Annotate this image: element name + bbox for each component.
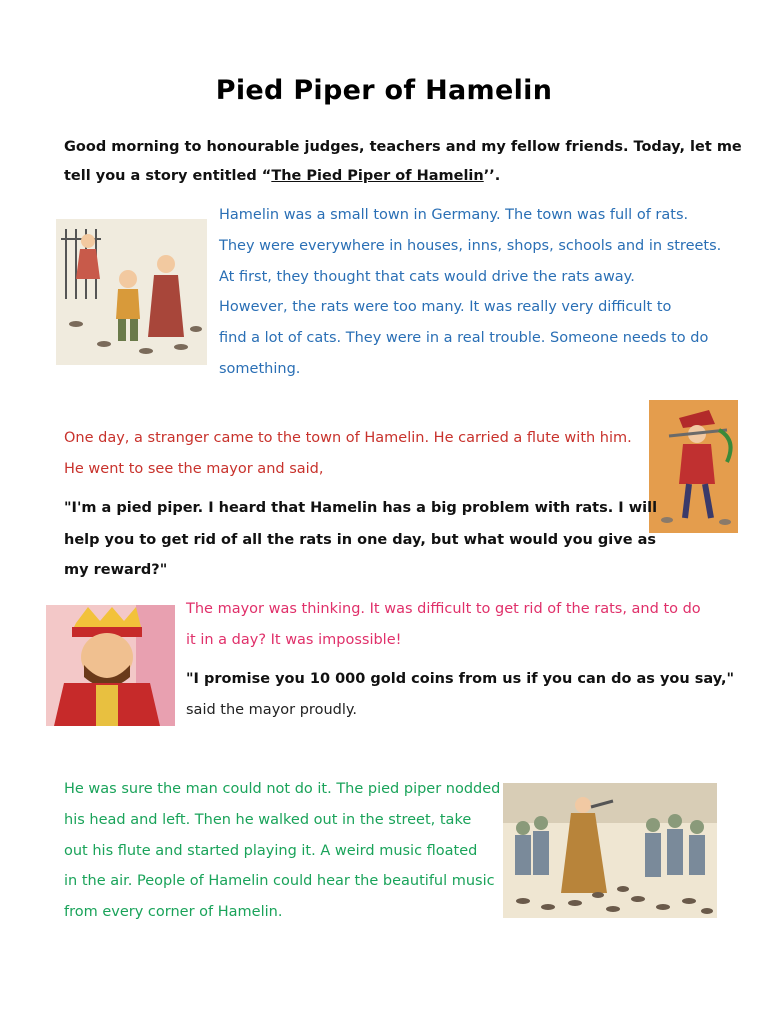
intro-line-2 <box>64 161 500 192</box>
story-title-reference: The Pied Piper of Hamelin <box>271 168 484 184</box>
para3-line-2: it in a day? It was impossible! <box>186 632 402 648</box>
para1-line-4: However, the rats were too many. It was really very difficult to <box>219 299 672 315</box>
piper-crowd-illustration <box>503 783 717 918</box>
para4-line-5: from every corner of Hamelin. <box>64 904 283 920</box>
para4-line-3: out his flute and started playing it. A weird music floated <box>64 843 478 859</box>
intro-line-2-end: ’’. <box>483 168 501 184</box>
page-title: Pied Piper of Hamelin <box>215 75 553 106</box>
quote2-line: "I promise you 10 000 gold coins from us if you can do as you say," <box>186 671 735 687</box>
quote1-line-2: help you to get rid of all the rats in one day, but what would you give as <box>64 532 657 548</box>
para3-line-1: The mayor was thinking. It was difficult to get rid of the rats, and to do <box>186 601 701 617</box>
para1-line-3: At first, they thought that cats would drive the rats away. <box>219 269 635 285</box>
para2-line-1: One day, a stranger came to the town of Hamelin. He carried a flute with him. <box>64 430 632 446</box>
para4-line-4: in the air. People of Hamelin could hear the beautiful music <box>64 873 495 889</box>
para1-line-6: something. <box>219 361 301 377</box>
intro-line-1: Good morning to honourable judges, teachers and my fellow friends. Today, let me <box>64 139 742 155</box>
pied-piper-illustration <box>649 400 738 533</box>
para4-line-1: He was sure the man could not do it. The pied piper nodded <box>64 781 501 797</box>
mayor-illustration <box>46 605 175 726</box>
quote1-line-1: "I'm a pied piper. I heard that Hamelin has a big problem with rats. I will <box>64 500 658 516</box>
intro-line-2-text: tell you a story entitled “ <box>64 168 272 184</box>
quote2-after: said the mayor proudly. <box>186 702 357 718</box>
para4-line-2: his head and left. Then he walked out in the street, take <box>64 812 472 828</box>
para2-line-2: He went to see the mayor and said, <box>64 461 324 477</box>
para1-line-5: find a lot of cats. They were in a real trouble. Someone needs to do <box>219 330 709 346</box>
children-rats-illustration <box>56 219 207 365</box>
para1-line-1: Hamelin was a small town in Germany. The town was full of rats. <box>219 207 689 223</box>
para1-line-2: They were everywhere in houses, inns, shops, schools and in streets. <box>219 238 722 254</box>
quote1-line-3: my reward?" <box>64 562 168 578</box>
